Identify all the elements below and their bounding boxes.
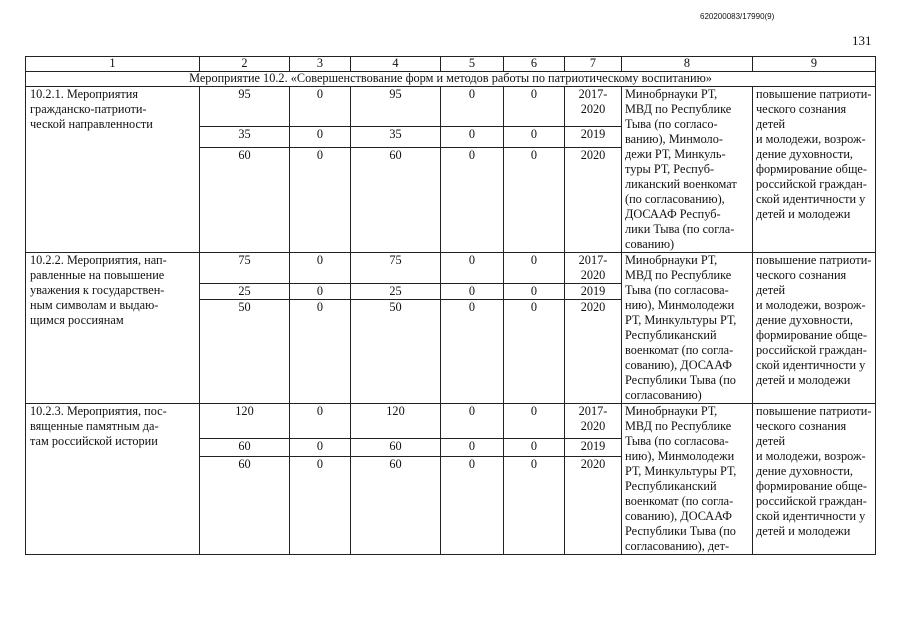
executors-line: Республики Тыва (по: [625, 524, 736, 538]
year-cell: [565, 404, 622, 439]
activity-name-line: ческой направленности: [30, 117, 153, 131]
amount-cell: 0: [441, 127, 504, 148]
executors-line: Республиканский: [625, 479, 717, 493]
year-cell: [565, 148, 622, 253]
executors-line: сованию), ДОСААФ: [625, 358, 733, 372]
amount-cell: 0: [290, 148, 351, 253]
result-cell: [753, 253, 876, 404]
executors-line: нию), Минмолодежи: [625, 449, 735, 463]
executors-line: военкомат (по согла-: [625, 343, 734, 357]
executors-line: (по согласованию),: [625, 192, 725, 206]
amount-cell: 0: [290, 127, 351, 148]
amount-cell: 0: [441, 404, 504, 439]
column-header: 8: [622, 57, 753, 72]
result-line: детей и молодежи: [756, 524, 851, 538]
amount-cell: 0: [441, 300, 504, 404]
amount-cell: 0: [290, 284, 351, 300]
result-line: ческого сознания детей: [756, 268, 847, 297]
result-line: повышение патриоти-: [756, 87, 872, 101]
amount-cell: 75: [200, 253, 290, 284]
result-line: ской идентичности у: [756, 509, 866, 523]
amount-cell: 35: [351, 127, 441, 148]
executors-line: Минобрнауки РТ,: [625, 253, 718, 267]
year-line: 2020: [580, 300, 606, 314]
year-line: 2020: [580, 102, 606, 116]
amount-cell: 60: [200, 148, 290, 253]
amount-cell: 0: [504, 300, 565, 404]
amount-cell: 0: [441, 253, 504, 284]
executors-line: Минобрнауки РТ,: [625, 87, 718, 101]
year-line: 2019: [580, 284, 606, 298]
executors-line: сованию): [625, 237, 675, 251]
result-line: и молодежи, возрож-: [756, 132, 866, 146]
year-cell: [565, 284, 622, 300]
year-cell: [565, 300, 622, 404]
executors-line: Республиканский: [625, 328, 717, 342]
page-number: 131: [852, 33, 872, 48]
amount-cell: 120: [351, 404, 441, 439]
amount-cell: 0: [441, 438, 504, 456]
result-line: повышение патриоти-: [756, 404, 872, 418]
year-line: 2019: [580, 438, 606, 453]
column-header: 6: [504, 57, 565, 72]
amount-cell: 0: [504, 457, 565, 555]
amount-cell: 120: [200, 404, 290, 439]
amount-cell: 0: [441, 87, 504, 127]
year-cell: [565, 87, 622, 127]
executors-line: МВД по Республике: [625, 419, 732, 433]
year-line: 2020: [580, 457, 606, 471]
amount-cell: 0: [504, 253, 565, 284]
amount-cell: 50: [200, 300, 290, 404]
executors-line: сованию), ДОСААФ: [625, 509, 733, 523]
executors-line: МВД по Республике: [625, 268, 732, 282]
result-line: и молодежи, возрож-: [756, 449, 866, 463]
executors-line: ванию), Минмоло-: [625, 132, 723, 146]
program-table: [25, 56, 876, 555]
activity-name-line: 10.2.1. Мероприятия: [30, 87, 138, 101]
column-header: 7: [565, 57, 622, 72]
amount-cell: 60: [200, 438, 290, 456]
year-line: 2017-: [578, 253, 608, 267]
amount-cell: 35: [200, 127, 290, 148]
executors-cell: [622, 404, 753, 555]
amount-cell: 0: [290, 457, 351, 555]
amount-cell: 0: [441, 457, 504, 555]
year-cell: [565, 253, 622, 284]
amount-cell: 0: [290, 87, 351, 127]
activity-name: [26, 404, 200, 555]
activity-name-line: равленные на повышение: [30, 268, 165, 282]
year-line: 2019: [580, 127, 606, 142]
result-line: формирование обще-: [756, 328, 867, 342]
result-line: российской граждан-: [756, 177, 867, 191]
year-line: 2020: [580, 268, 606, 282]
amount-cell: 25: [351, 284, 441, 300]
activity-name-line: там российской истории: [30, 434, 158, 448]
executors-cell: [622, 87, 753, 253]
year-cell: [565, 457, 622, 555]
table-row: [26, 404, 876, 439]
result-line: повышение патриоти-: [756, 253, 872, 267]
amount-cell: 0: [441, 284, 504, 300]
activity-name-line: 10.2.3. Мероприятия, пос-: [30, 404, 167, 418]
executors-line: РТ, Минкультуры РТ,: [625, 313, 737, 327]
year-cell: [565, 127, 622, 148]
executors-line: Тыва (по согласова-: [625, 434, 729, 448]
year-line: 2020: [580, 419, 606, 433]
amount-cell: 0: [504, 438, 565, 456]
year-line: 2017-: [578, 404, 608, 418]
section-row: [26, 72, 876, 87]
executors-line: Тыва (по согласо-: [625, 117, 718, 131]
column-header: 9: [753, 57, 876, 72]
table-row: [26, 87, 876, 127]
column-header: 5: [441, 57, 504, 72]
amount-cell: 0: [290, 438, 351, 456]
table-row: [26, 253, 876, 284]
executors-line: согласованию): [625, 388, 702, 402]
executors-line: Республики Тыва (по: [625, 373, 736, 387]
amount-cell: 0: [504, 404, 565, 439]
executors-line: лики Тыва (по согла-: [625, 222, 735, 236]
result-line: детей и молодежи: [756, 373, 851, 387]
amount-cell: 0: [290, 404, 351, 439]
result-line: ской идентичности у: [756, 192, 866, 206]
amount-cell: 0: [504, 87, 565, 127]
amount-cell: 50: [351, 300, 441, 404]
executors-line: ДОСААФ Респуб-: [625, 207, 721, 221]
amount-cell: 0: [290, 253, 351, 284]
result-line: и молодежи, возрож-: [756, 298, 866, 312]
activity-name-line: 10.2.2. Мероприятия, нап-: [30, 253, 167, 267]
result-line: формирование обще-: [756, 479, 867, 493]
executors-line: туры РТ, Респуб-: [625, 162, 715, 176]
amount-cell: 0: [290, 300, 351, 404]
executors-line: нию), Минмолодежи: [625, 298, 735, 312]
result-line: российской граждан-: [756, 494, 867, 508]
result-line: российской граждан-: [756, 343, 867, 357]
executors-cell: [622, 253, 753, 404]
activity-name: [26, 253, 200, 404]
year-line: 2017-: [578, 87, 608, 101]
executors-line: Тыва (по согласова-: [625, 283, 729, 297]
amount-cell: 60: [351, 148, 441, 253]
executors-line: Минобрнауки РТ,: [625, 404, 718, 418]
activity-name-line: уважения к государствен-: [30, 283, 165, 297]
result-line: ческого сознания детей: [756, 419, 847, 448]
activity-name-line: ным символам и выдаю-: [30, 298, 159, 312]
executors-line: РТ, Минкультуры РТ,: [625, 464, 737, 478]
result-line: ческого сознания детей: [756, 102, 847, 131]
result-line: дение духовности,: [756, 147, 853, 161]
section-title: Мероприятие 10.2. «Совершенствование форм и методов работы по патриотическому воспитанию»: [26, 72, 876, 87]
amount-cell: 75: [351, 253, 441, 284]
column-header: 2: [200, 57, 290, 72]
amount-cell: 60: [200, 457, 290, 555]
amount-cell: 25: [200, 284, 290, 300]
table-body: [26, 57, 876, 555]
result-line: детей и молодежи: [756, 207, 851, 221]
column-header: 4: [351, 57, 441, 72]
executors-line: дежи РТ, Минкуль-: [625, 147, 726, 161]
activity-name: [26, 87, 200, 253]
amount-cell: 0: [441, 148, 504, 253]
amount-cell: 0: [504, 127, 565, 148]
amount-cell: 0: [504, 148, 565, 253]
result-cell: [753, 87, 876, 253]
executors-line: ликанский военкомат: [625, 177, 737, 191]
amount-cell: 60: [351, 438, 441, 456]
result-cell: [753, 404, 876, 555]
executors-line: военкомат (по согла-: [625, 494, 734, 508]
document-id: 620200083/17990(9): [700, 12, 775, 21]
amount-cell: 95: [200, 87, 290, 127]
activity-name-line: вященные памятным да-: [30, 419, 159, 433]
column-header: 1: [26, 57, 200, 72]
amount-cell: 0: [504, 284, 565, 300]
result-line: дение духовности,: [756, 464, 853, 478]
column-header-row: [26, 57, 876, 72]
result-line: ской идентичности у: [756, 358, 866, 372]
activity-name-line: щимся россиянам: [30, 313, 124, 327]
result-line: формирование обще-: [756, 162, 867, 176]
activity-name-line: гражданско-патриоти-: [30, 102, 147, 116]
year-line: 2020: [580, 148, 606, 162]
amount-cell: 95: [351, 87, 441, 127]
year-cell: [565, 438, 622, 456]
executors-line: МВД по Республике: [625, 102, 732, 116]
amount-cell: 60: [351, 457, 441, 555]
executors-line: согласованию), дет-: [625, 539, 730, 553]
column-header: 3: [290, 57, 351, 72]
result-line: дение духовности,: [756, 313, 853, 327]
